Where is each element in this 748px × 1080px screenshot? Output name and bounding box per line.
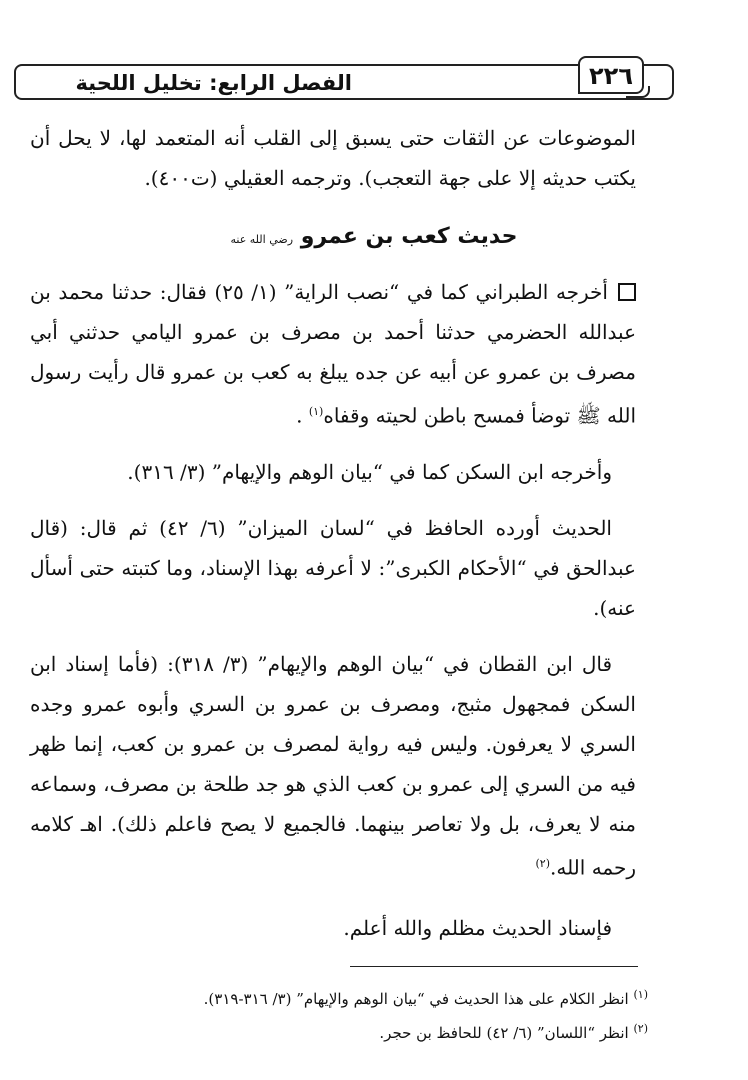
paragraph-2-text: أخرجه الطبراني كما في “نصب الراية” (١/ ٢٥) فقال: حدثنا محمد بن عبدالله الحضرمي حدثنا أحمد بن مصرف بن عمرو اليامي حدثني أبي مصرف بن عمرو عن أبيه عن جده يبلغ به كعب بن عمرو قال رأيت رسول الله ﷺ توضأ فمسح باطن لحيته وقفاه [30, 280, 636, 428]
chapter-title: الفصل الرابع: تخليل اللحية [75, 71, 352, 95]
section-heading-text: حديث كعب بن عمرو [300, 224, 518, 249]
paragraph-conclusion [30, 908, 636, 948]
paragraph-ibn-qattan [30, 644, 636, 888]
footnote-1-text: انظر الكلام على هذا الحديث في “بيان الوهم والإيهام” (٣/ ٣١٦-٣١٩). [203, 990, 629, 1008]
paragraph-1-text: الموضوعات عن الثقات حتى يسبق إلى القلب أنه المتعمد لها، لا يحل أن يكتب حديثه إلا على جهة التعجب). وترجمه العقيلي (ت٤٠٠). [30, 126, 636, 190]
footnote-2 [48, 1018, 648, 1044]
paragraph-continuation [30, 118, 636, 198]
paragraph-takhrij-tabarani: أخرجه الطبراني كما في “نصب الراية” (١/ ٢٥) فقال: حدثنا محمد بن عبدالله الحضرمي حدثنا أحمد بن مصرف بن عمرو اليامي حدثني أبي مصرف بن عمرو عن أبيه عن جده يبلغ به كعب بن عمرو قال رأيت رسول الله ﷺ توضأ فمسح باطن لحيته وقفاه$^{(١)}$ . [30, 280, 636, 428]
section-heading [0, 224, 748, 249]
honorific-companion: رضي الله عنه [230, 233, 294, 246]
footnote-2-text: انظر “اللسان” (٦/ ٤٢) للحافظ بن حجر. [379, 1024, 629, 1042]
paragraph-5-text: قال ابن القطان في “بيان الوهم والإيهام” (٣/ ٣١٨): (فأما إسناد ابن السكن فمجهول مثبج، ومصرف بن عمرو بن السري وأبوه عمرو وجده السري لا يعرفون. وليس فيه رواية لمصرف بن عمرو بن كعب، إنما ظهر فيه من السري إلى عمرو بن كعب الذي هو جد طلحة بن مصرف، وسماعه منه لا يعرف، بل ولا تعاصر بينهما. فالجميع لا يصح فاعلم ذلك). اهـ كلامه رحمه الله. [30, 652, 636, 880]
paragraph-6-text: فإسناد الحديث مظلم والله أعلم. [343, 916, 612, 940]
footnote-1 [48, 984, 648, 1010]
checkbox-bullet-icon [618, 283, 636, 301]
footnote-1-marker: (١) [633, 988, 648, 1001]
footnote-ref-1: (١) [308, 405, 324, 418]
footnote-ref-2: (٢) [535, 857, 550, 870]
paragraph-lisan [30, 508, 636, 628]
page-number: ٢٢٦ [578, 56, 644, 94]
paragraph-4-text: الحديث أورده الحافظ في “لسان الميزان” (٦/ ٤٢) ثم قال: (قال عبدالحق في “الأحكام الكبرى”: لا أعرفه بهذا الإسناد، وما كتبته حتى أسأل عنه). [30, 516, 636, 620]
paragraph-ibn-sakan [30, 452, 636, 492]
paragraph-3-text: وأخرجه ابن السكن كما في “بيان الوهم والإيهام” (٣/ ٣١٦). [127, 460, 612, 484]
footnote-2-marker: (٢) [633, 1022, 648, 1035]
footnote-divider [350, 966, 638, 967]
